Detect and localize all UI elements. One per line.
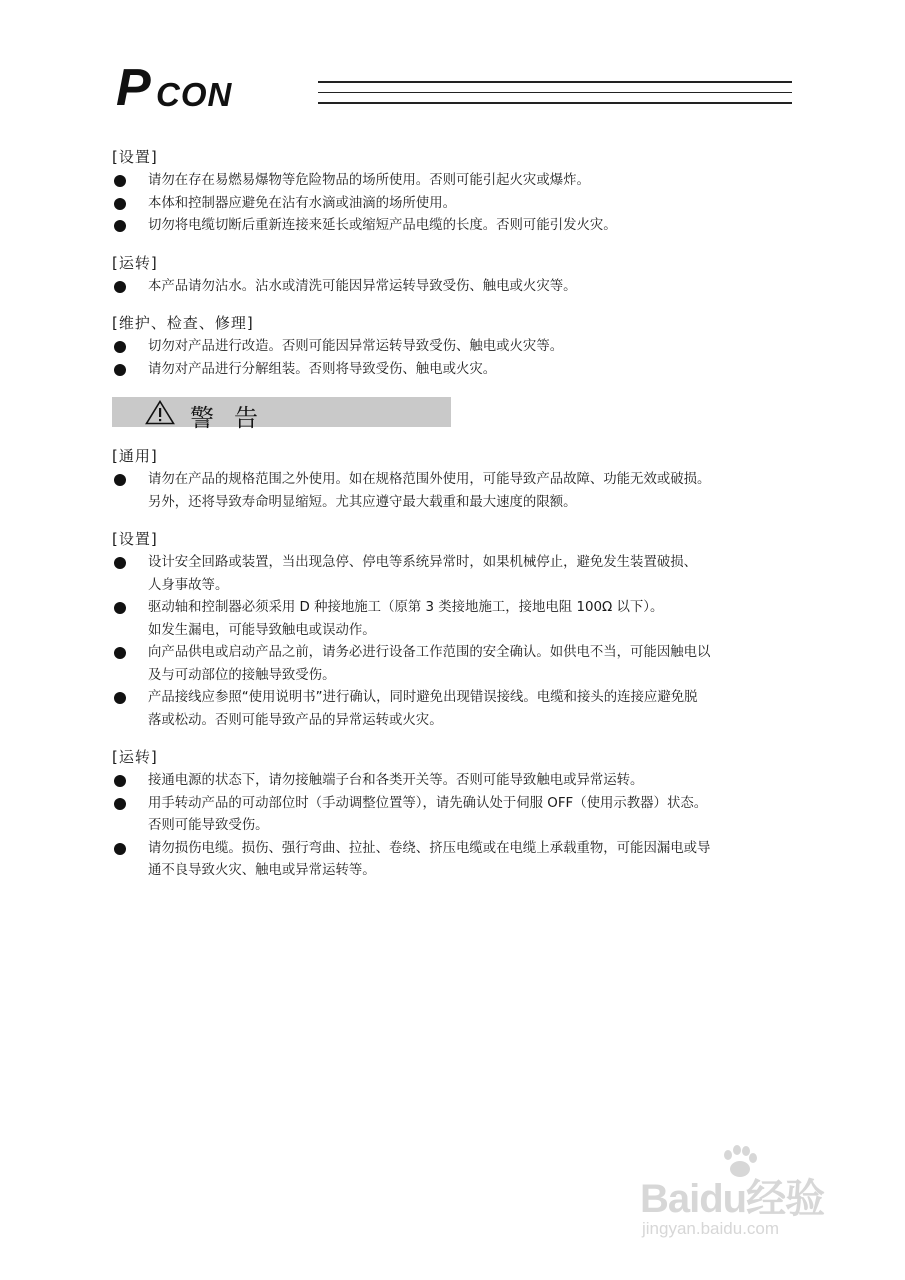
- bullet-icon: [114, 557, 126, 569]
- bullet-icon: [114, 602, 126, 614]
- item-text-line: 人身事故等。: [148, 577, 229, 593]
- list-item: [112, 193, 792, 216]
- caution-sections: [112, 146, 792, 381]
- item-text-line: 切勿将电缆切断后重新连接来延长或缩短产品电缆的长度。否则可能引发火灾。: [148, 218, 617, 233]
- bullet-icon: [114, 220, 126, 232]
- list-item: [112, 687, 792, 732]
- section: [112, 528, 792, 732]
- item-text-line: 向产品供电或启动产品之前，请务必进行设备工作范围的安全确认。如供电不当，可能因触电以: [148, 645, 711, 660]
- warning-triangle-icon: [145, 400, 175, 429]
- item-text-line: 另外，还将导致寿命明显缩短。尤其应遵守最大载重和最大速度的限额。: [148, 494, 577, 510]
- item-text-line: 及与可动部位的接触导致受伤。: [148, 667, 336, 683]
- section-title: [维护、检查、修理]: [112, 314, 254, 332]
- list-item: [112, 215, 792, 238]
- logo-con: CON: [156, 76, 233, 113]
- list-item: [112, 597, 792, 642]
- list-item: [112, 770, 792, 793]
- item-text-line: 通不良导致火灾、触电或异常运转等。: [148, 863, 376, 878]
- baidu-watermark: [640, 1145, 860, 1255]
- item-text-line: 切勿对产品进行改造。否则可能因异常运转导致受伤、触电或火灾等。: [148, 339, 564, 354]
- item-text-line: 设计安全回路或装置，当出现急停、停电等系统异常时，如果机械停止，避免发生装置破损、: [148, 555, 698, 570]
- watermark-url: jingyan.baidu.com: [642, 1219, 780, 1238]
- item-text-line: 接通电源的状态下，请勿接触端子台和各类开关等。否则可能导致触电或异常运转。: [148, 773, 644, 788]
- logo-p: P: [116, 59, 149, 117]
- warning-label: 警告: [190, 404, 278, 432]
- list-item: [112, 469, 792, 514]
- bullet-icon: [114, 775, 126, 787]
- item-text-line: 请勿在产品的规格范围之外使用。如在规格范围外使用，可能导致产品故障、功能无效或破损。: [148, 472, 711, 487]
- item-text-line: 请勿在存在易燃易爆物等危险物品的场所使用。否则可能引起火灾或爆炸。: [148, 173, 590, 188]
- section-title: [设置]: [112, 530, 158, 548]
- list-item: [112, 359, 792, 382]
- page-header: [112, 59, 792, 117]
- bullet-icon: [114, 364, 126, 376]
- item-text-line: 用手转动产品的可动部位时（手动调整位置等），请先确认处于伺服 OFF（使用示教器）状态。: [148, 795, 708, 811]
- bullet-icon: [114, 341, 126, 353]
- document-body: [112, 146, 792, 897]
- warning-sections: [112, 445, 792, 883]
- item-text-line: 如发生漏电，可能导致触电或误动作。: [148, 622, 376, 638]
- warning-banner: [112, 397, 451, 432]
- list-item: [112, 793, 792, 838]
- bullet-icon: [114, 647, 126, 659]
- section-title: [设置]: [112, 148, 158, 166]
- header-rule: [318, 102, 792, 104]
- bullet-icon: [114, 692, 126, 704]
- item-text-line: 本产品请勿沾水。沾水或清洗可能因异常运转导致受伤、触电或火灾等。: [148, 278, 577, 294]
- section: [112, 146, 792, 238]
- bullet-icon: [114, 474, 126, 486]
- list-item: [112, 838, 792, 883]
- item-text-line: 驱动轴和控制器必须采用 D 种接地施工（原第 3 类接地施工，接地电阻 100Ω 以下）。: [148, 600, 664, 615]
- bullet-icon: [114, 281, 126, 293]
- section: [112, 312, 792, 381]
- header-rule: [318, 92, 792, 93]
- item-text-line: 本体和控制器应避免在沾有水滴或油滴的场所使用。: [148, 195, 456, 211]
- section: [112, 746, 792, 883]
- list-item: [112, 642, 792, 687]
- item-text-line: 请勿对产品进行分解组装。否则将导致受伤、触电或火灾。: [148, 361, 497, 377]
- header-rule: [318, 81, 792, 83]
- bullet-icon: [114, 198, 126, 210]
- section: [112, 252, 792, 299]
- bullet-icon: [114, 798, 126, 810]
- list-item: [112, 170, 792, 193]
- watermark-main: Baidu经验: [640, 1177, 825, 1221]
- bullet-icon: [114, 843, 126, 855]
- bullet-icon: [114, 175, 126, 187]
- item-text-line: 否则可能导致受伤。: [148, 818, 269, 833]
- section-title: [运转]: [112, 253, 158, 272]
- item-text-line: 落或松动。否则可能导致产品的异常运转或火灾。: [148, 712, 443, 728]
- item-text-line: 请勿损伤电缆。损伤、强行弯曲、拉扯、卷绕、挤压电缆或在电缆上承载重物，可能因漏电或导: [148, 840, 711, 856]
- item-text-line: 产品接线应参照“使用说明书”进行确认，同时避免出现错误接线。电缆和接头的连接应避免脱: [148, 690, 698, 705]
- section-title: [运转]: [112, 748, 158, 766]
- section: [112, 445, 792, 514]
- list-item: [112, 276, 792, 299]
- section-title: [通用]: [112, 447, 158, 465]
- list-item: [112, 552, 792, 597]
- list-item: [112, 336, 792, 359]
